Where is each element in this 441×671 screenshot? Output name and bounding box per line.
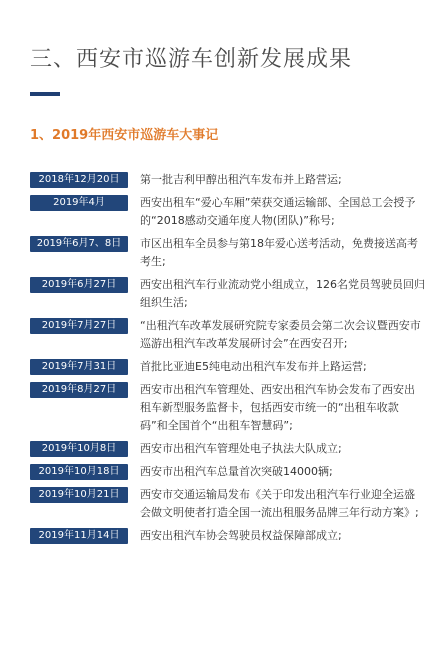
event-date: 2019年7月31日	[30, 359, 128, 375]
event-row	[30, 194, 425, 230]
event-description: 西安市出租汽车总量首次突破14000辆;	[140, 465, 333, 478]
event-date: 2019年10月21日	[30, 487, 128, 503]
event-date: 2018年12月20日	[30, 172, 128, 188]
event-description: 西安市交通运输局发布《关于印发出租汽车行业迎全运盛会做文明使者打造全国一流出租服务品牌三年行动方案》;	[140, 488, 419, 519]
event-row	[30, 527, 425, 545]
event-description: 西安出租车“爱心车厢”荣获交通运输部、全国总工会授予的“2018感动交通年度人物(团队)”称号;	[140, 196, 416, 227]
event-date: 2019年6月7、8日	[30, 236, 128, 252]
event-description: 市区出租车全员参与第18年爱心送考活动，免费接送高考考生;	[140, 237, 418, 268]
event-date: 2019年7月27日	[30, 318, 128, 334]
event-row	[30, 317, 425, 353]
event-description: 第一批吉利甲醇出租汽车发布并上路营运;	[140, 173, 342, 186]
event-date: 2019年10月8日	[30, 441, 128, 457]
event-row	[30, 235, 425, 271]
section-title: 1、2019年西安市巡游车大事记	[30, 128, 219, 143]
event-row	[30, 440, 425, 458]
event-description: 西安市出租汽车管理处、西安出租汽车协会发布了西安出租车新型服务监督卡，包括西安市统一的“出租车收款码”和全国首个“出租车智慧码”;	[140, 383, 415, 432]
event-date: 2019年8月27日	[30, 382, 128, 398]
event-date: 2019年6月27日	[30, 277, 128, 293]
page-title: 三、西安市巡游车创新发展成果	[30, 47, 353, 72]
event-row	[30, 358, 425, 376]
event-row	[30, 381, 425, 435]
event-description: 西安出租汽车协会驾驶员权益保障部成立;	[140, 529, 342, 542]
event-description: 西安市出租汽车管理处电子执法大队成立;	[140, 442, 342, 455]
event-description: 首批比亚迪E5纯电动出租汽车发布并上路运营;	[140, 360, 367, 373]
title-underline	[30, 92, 60, 96]
event-row	[30, 276, 425, 312]
event-description: “出租汽车改革发展研究院专家委员会第二次会议暨西安市巡游出租汽车改革发展研讨会”在西安召开;	[140, 319, 421, 350]
event-row	[30, 463, 425, 481]
event-date: 2019年11月14日	[30, 528, 128, 544]
event-list	[30, 171, 425, 550]
event-row	[30, 171, 425, 189]
event-date: 2019年10月18日	[30, 464, 128, 480]
event-row	[30, 486, 425, 522]
event-description: 西安出租汽车行业流动党小组成立，126名党员驾驶员回归组织生活;	[140, 278, 425, 309]
event-date: 2019年4月	[30, 195, 128, 211]
